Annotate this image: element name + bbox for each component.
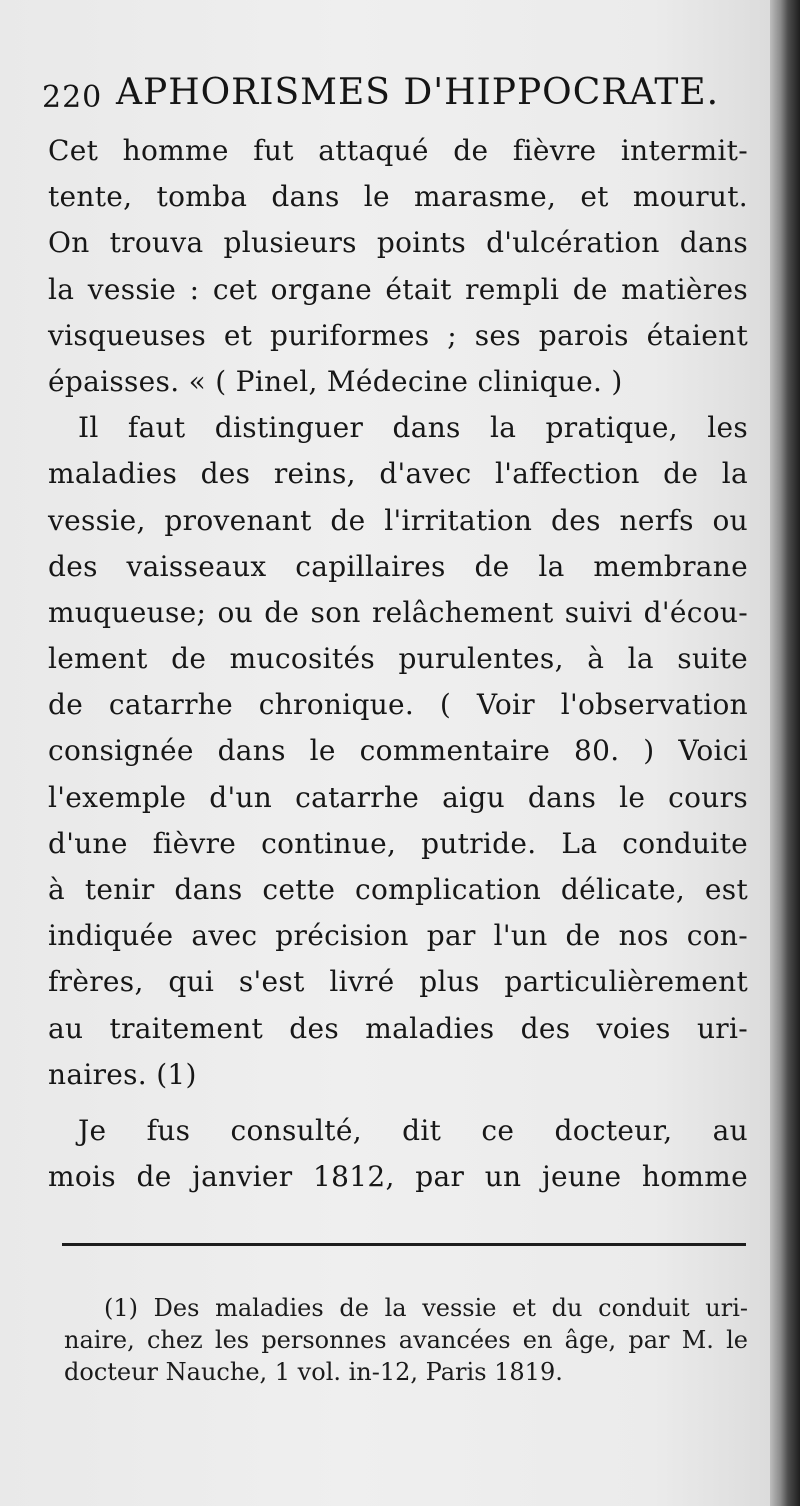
text-line: tente, tomba dans le marasme, et mourut.: [48, 180, 748, 214]
text-line: vessie, provenant de l'irritation des nerfs ou: [48, 503, 748, 537]
text-line: à tenir dans cette complication délicate, est: [48, 873, 748, 906]
text-line: Cet homme fut attaqué de fièvre intermit-: [48, 134, 748, 167]
footnote-rule: [62, 1243, 746, 1246]
text-line: frères, qui s'est livré plus particulièrement: [48, 965, 748, 999]
paragraph-start-line: Je fus consulté, dit ce docteur, au: [78, 1113, 748, 1147]
text-line: au traitement des maladies des voies uri-: [48, 1011, 748, 1045]
text-line: d'une fièvre continue, putride. La conduite: [48, 826, 748, 860]
text-line: de catarrhe chronique. ( Voir l'observation: [48, 688, 748, 722]
body-text: [48, 128, 748, 1200]
text-line: l'exemple d'un catarrhe aigu dans le cours: [48, 780, 748, 814]
page-number: 220: [42, 80, 103, 115]
page-header: [42, 72, 732, 122]
text-line: mois de janvier 1812, par un jeune homme: [48, 1160, 748, 1194]
text-line: consignée dans le commentaire 80. ) Voici: [48, 734, 748, 768]
text-line: la vessie : cet organe était rempli de matières: [48, 272, 748, 306]
paragraph-start-line: Il faut distinguer dans la pratique, les: [78, 411, 748, 445]
text-line: lement de mucosités purulentes, à la suite: [48, 642, 748, 676]
text-line: des vaisseaux capillaires de la membrane: [48, 549, 748, 583]
text-line: épaisses. « ( Pinel, Médecine clinique. ): [48, 364, 623, 398]
footnote-line: (1) Des maladies de la vessie et du conduit uri-: [104, 1294, 748, 1322]
footnote-line: docteur Nauche, 1 vol. in-12, Paris 1819.: [64, 1358, 563, 1386]
footnote-line: naire, chez les personnes avancées en âge, par M. le: [64, 1326, 748, 1354]
running-head: APHORISMES D'HIPPOCRATE.: [116, 72, 720, 113]
text-line: On trouva plusieurs points d'ulcération dans: [48, 226, 748, 260]
text-line: muqueuse; ou de son relâchement suivi d'écou-: [48, 595, 748, 629]
page-binding-edge: [770, 0, 800, 1506]
text-line: indiquée avec précision par l'un de nos con-: [48, 919, 748, 953]
text-line: maladies des reins, d'avec l'affection de la: [48, 457, 748, 491]
text-line: naires. (1): [48, 1057, 197, 1091]
text-line: visqueuses et puriformes ; ses parois étaient: [48, 318, 748, 352]
footnotes: [64, 1292, 748, 1388]
